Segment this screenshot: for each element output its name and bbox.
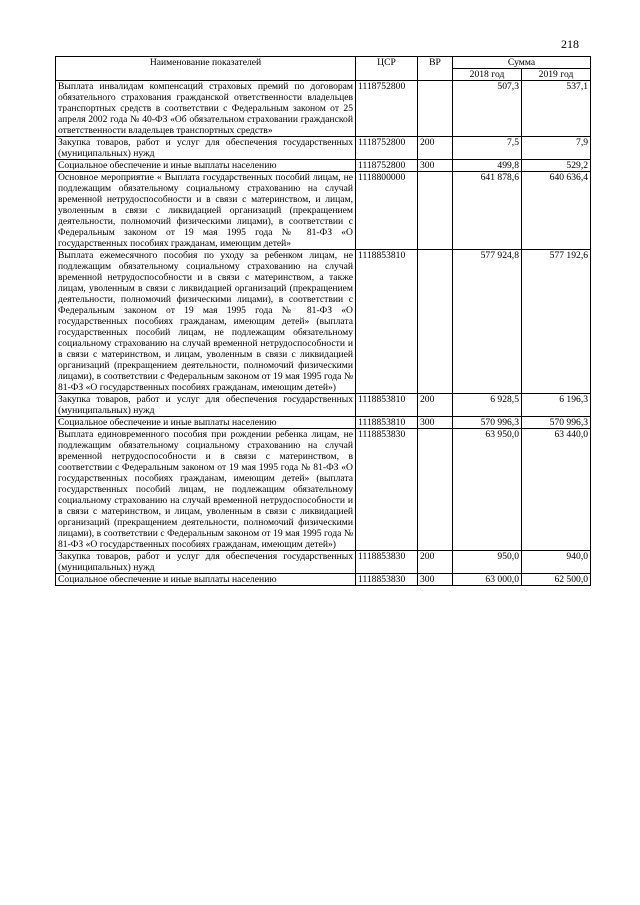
- row-amount-2019: 577 192,6: [522, 250, 591, 394]
- row-csr: 1118752800: [356, 81, 418, 137]
- row-csr: 1118752800: [356, 137, 418, 160]
- row-amount-2018: 63 000,0: [453, 574, 522, 586]
- row-vr: [418, 250, 453, 394]
- table-header: [56, 57, 591, 81]
- row-vr: 300: [418, 417, 453, 429]
- row-vr: 300: [418, 574, 453, 586]
- table-row: [56, 137, 591, 160]
- table-row: [56, 81, 591, 137]
- row-amount-2019: 940,0: [522, 551, 591, 574]
- budget-table: [55, 56, 591, 586]
- row-amount-2019: 63 440,0: [522, 429, 591, 551]
- row-vr: 200: [418, 137, 453, 160]
- row-amount-2018: 577 924,8: [453, 250, 522, 394]
- row-name: Основное мероприятие « Выплата государственных пособий лицам, не подлежащим обязательному социальному страхованию на случай временной нетрудоспособности и в связи с материнством, и лицам, уволенным в связи с ликвидацией организаций (прекращением деятельности, полномочий физическими лицами), в соответствии с Федеральным законом от 19 мая 1995 года № 81-ФЗ «О государственных пособиях гражданам, имеющим детей»: [56, 172, 356, 250]
- row-amount-2018: 641 878,6: [453, 172, 522, 250]
- table-row: [56, 160, 591, 172]
- row-amount-2019: 529,2: [522, 160, 591, 172]
- row-amount-2018: 507,3: [453, 81, 522, 137]
- row-csr: 1118853810: [356, 250, 418, 394]
- table-row: [56, 429, 591, 551]
- header-year-2018: 2018 год: [453, 69, 522, 81]
- table-row: [56, 574, 591, 586]
- row-csr: 1118853810: [356, 417, 418, 429]
- table-row: [56, 394, 591, 417]
- table-body: [56, 81, 591, 586]
- table-row: [56, 551, 591, 574]
- row-name: Социальное обеспечение и иные выплаты населению: [56, 574, 356, 586]
- row-name: Выплата инвалидам компенсаций страховых премий по договорам обязательного страхования гражданской ответственности владельцев транспортных средств в соответствии с Федеральным законом от 25 апреля 2002 года № 40-ФЗ «Об обязательном страховании гражданской ответственности владельцев транспортных средств»: [56, 81, 356, 137]
- row-name: Социальное обеспечение и иные выплаты населению: [56, 160, 356, 172]
- table-row: [56, 172, 591, 250]
- row-name: Выплата ежемесячного пособия по уходу за ребенком лицам, не подлежащим обязательному социальному страхованию на случай временной нетрудоспособности и в связи с материнством, а также лицам, уволенным в связи с ликвидацией организаций (прекращением деятельности, полномочий физическими лицами), в соответствии с Федеральным законом от 19 мая 1995 года № 81-ФЗ «О государственных пособиях гражданам, имеющим детей» (выплата государственных пособий лицам, не подлежащим обязательному социальному страхованию на случай временной нетрудоспособности и в связи с материнством, и лицам, уволенным в связи с ликвидацией организаций (прекращением деятельности, полномочий физическими лицами), в соответствии с Федеральным законом от 19 мая 1995 года № 81-ФЗ «О государственных пособиях гражданам, имеющим детей»): [56, 250, 356, 394]
- row-name: Выплата единовременного пособия при рождении ребенка лицам, не подлежащим обязательному социальному страхованию на случай временной нетрудоспособности и в связи с материнством, в соответствии с Федеральным законом от 19 мая 1995 года № 81-ФЗ «О государственных пособиях гражданам, имеющим детей» (выплата государственных пособий лицам, не подлежащим обязательному социальному страхованию на случай временной нетрудоспособности и в связи с материнством, и лицам, уволенным в связи с ликвидацией организаций (прекращением деятельности, полномочий физическими лицами), в соответствии с Федеральным законом от 19 мая 1995 года № 81-ФЗ «О государственных пособиях гражданам, имеющим детей»): [56, 429, 356, 551]
- row-amount-2018: 570 996,3: [453, 417, 522, 429]
- header-name: Наименование показателей: [56, 57, 356, 81]
- row-amount-2019: 7,9: [522, 137, 591, 160]
- table-row: [56, 250, 591, 394]
- row-amount-2019: 62 500,0: [522, 574, 591, 586]
- row-vr: [418, 81, 453, 137]
- row-amount-2019: 6 196,3: [522, 394, 591, 417]
- row-csr: 1118800000: [356, 172, 418, 250]
- row-csr: 1118853810: [356, 394, 418, 417]
- row-csr: 1118853830: [356, 551, 418, 574]
- row-vr: 300: [418, 160, 453, 172]
- row-vr: [418, 172, 453, 250]
- row-amount-2018: 499,8: [453, 160, 522, 172]
- header-vr: ВР: [418, 57, 453, 81]
- row-amount-2019: 640 636,4: [522, 172, 591, 250]
- row-vr: [418, 429, 453, 551]
- row-vr: 200: [418, 551, 453, 574]
- row-csr: 1118752800: [356, 160, 418, 172]
- row-name: Социальное обеспечение и иные выплаты населению: [56, 417, 356, 429]
- row-amount-2019: 570 996,3: [522, 417, 591, 429]
- row-csr: 1118853830: [356, 574, 418, 586]
- row-amount-2018: 6 928,5: [453, 394, 522, 417]
- row-name: Закупка товаров, работ и услуг для обеспечения государственных (муниципальных) нужд: [56, 137, 356, 160]
- row-amount-2018: 950,0: [453, 551, 522, 574]
- header-year-2019: 2019 год: [522, 69, 591, 81]
- row-amount-2019: 537,1: [522, 81, 591, 137]
- table-row: [56, 417, 591, 429]
- row-amount-2018: 63 950,0: [453, 429, 522, 551]
- row-vr: 200: [418, 394, 453, 417]
- row-name: Закупка товаров, работ и услуг для обеспечения государственных (муниципальных) нужд: [56, 551, 356, 574]
- page-number: 218: [561, 37, 579, 51]
- header-sum: Сумма: [453, 57, 591, 69]
- row-name: Закупка товаров, работ и услуг для обеспечения государственных (муниципальных) нужд: [56, 394, 356, 417]
- row-amount-2018: 7,5: [453, 137, 522, 160]
- header-csr: ЦСР: [356, 57, 418, 81]
- row-csr: 1118853830: [356, 429, 418, 551]
